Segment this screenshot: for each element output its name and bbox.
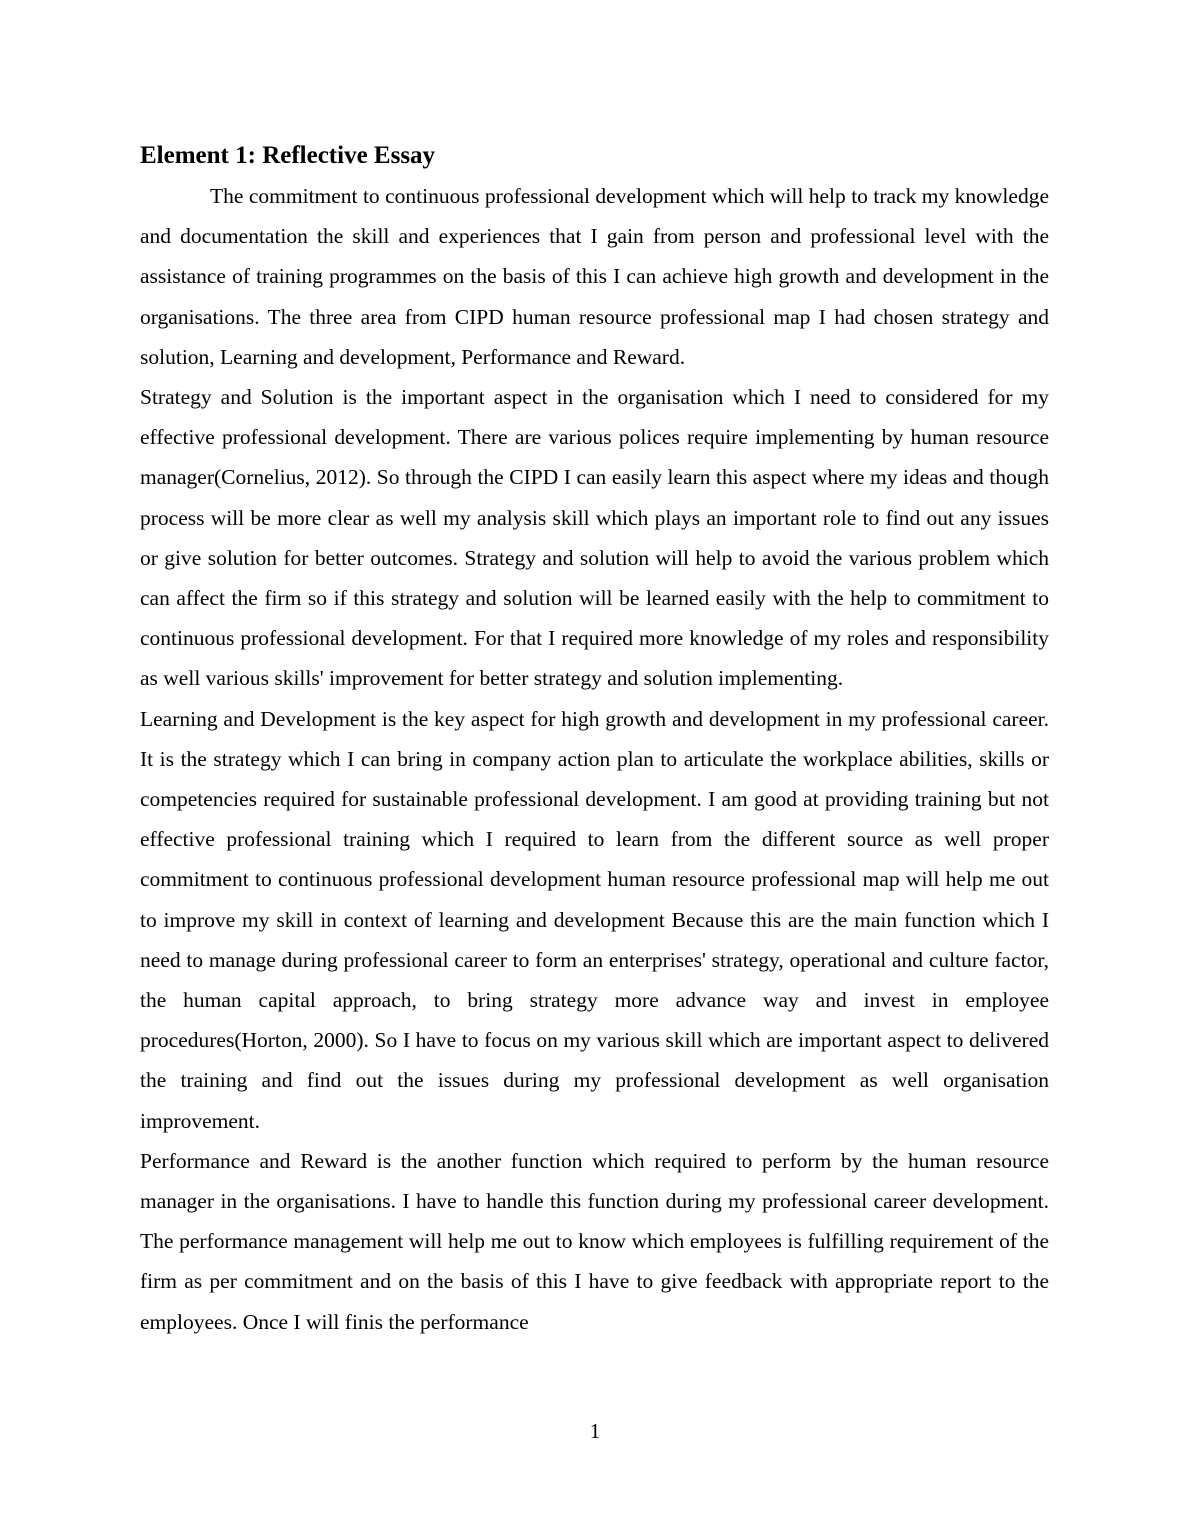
- document-body: [140, 136, 1049, 1342]
- page-number: 1: [589, 1419, 601, 1443]
- paragraph-introduction: The commitment to continuous professional development which will help to track my knowledge and documentation the skill and experiences that I gain from person and professional level with the assistance of training programmes on the basis of this I can achieve high growth and development in the organisations. The three area from CIPD human resource professional map I had chosen strategy and solution, Learning and development, Performance and Reward.: [140, 184, 1049, 369]
- paragraph-performance-and-reward: Performance and Reward is the another function which required to perform by the human resource manager in the organisations. I have to handle this function during my professional career development. The performance management will help me out to know which employees is fulfilling requirement of the firm as per commitment and on the basis of this I have to give feedback with appropriate report to the employees. Once I will finis the performance: [140, 1148, 1049, 1334]
- paragraph-learning-and-development: Learning and Development is the key aspect for high growth and development in my professional career. It is the strategy which I can bring in company action plan to articulate the workplace abilities, skills or competencies required for sustainable professional development. I am good at providing training but not effective professional training which I required to learn from the different source as well proper commitment to continuous professional development human resource professional map will help me out to improve my skill in context of learning and development Because this are the main function which I need to manage during professional career to form an enterprises' strategy, operational and culture factor, the human capital approach, to bring strategy more advance way and invest in employee procedures(Horton, 2000). So I have to focus on my various skill which are important aspect to delivered the training and find out the issues during my professional development as well organisation improvement.: [140, 706, 1049, 1133]
- paragraph-strategy-and-solution: Strategy and Solution is the important aspect in the organisation which I need to considered for my effective professional development. There are various polices require implementing by human resource manager(Cornelius, 2012). So through the CIPD I can easily learn this aspect where my ideas and though process will be more clear as well my analysis skill which plays an important role to find out any issues or give solution for better outcomes. Strategy and solution will help to avoid the various problem which can affect the firm so if this strategy and solution will be learned easily with the help to commitment to continuous professional development. For that I required more knowledge of my roles and responsibility as well various skills' improvement for better strategy and solution implementing.: [140, 385, 1049, 691]
- essay-heading: Element 1: Reflective Essay: [140, 142, 436, 169]
